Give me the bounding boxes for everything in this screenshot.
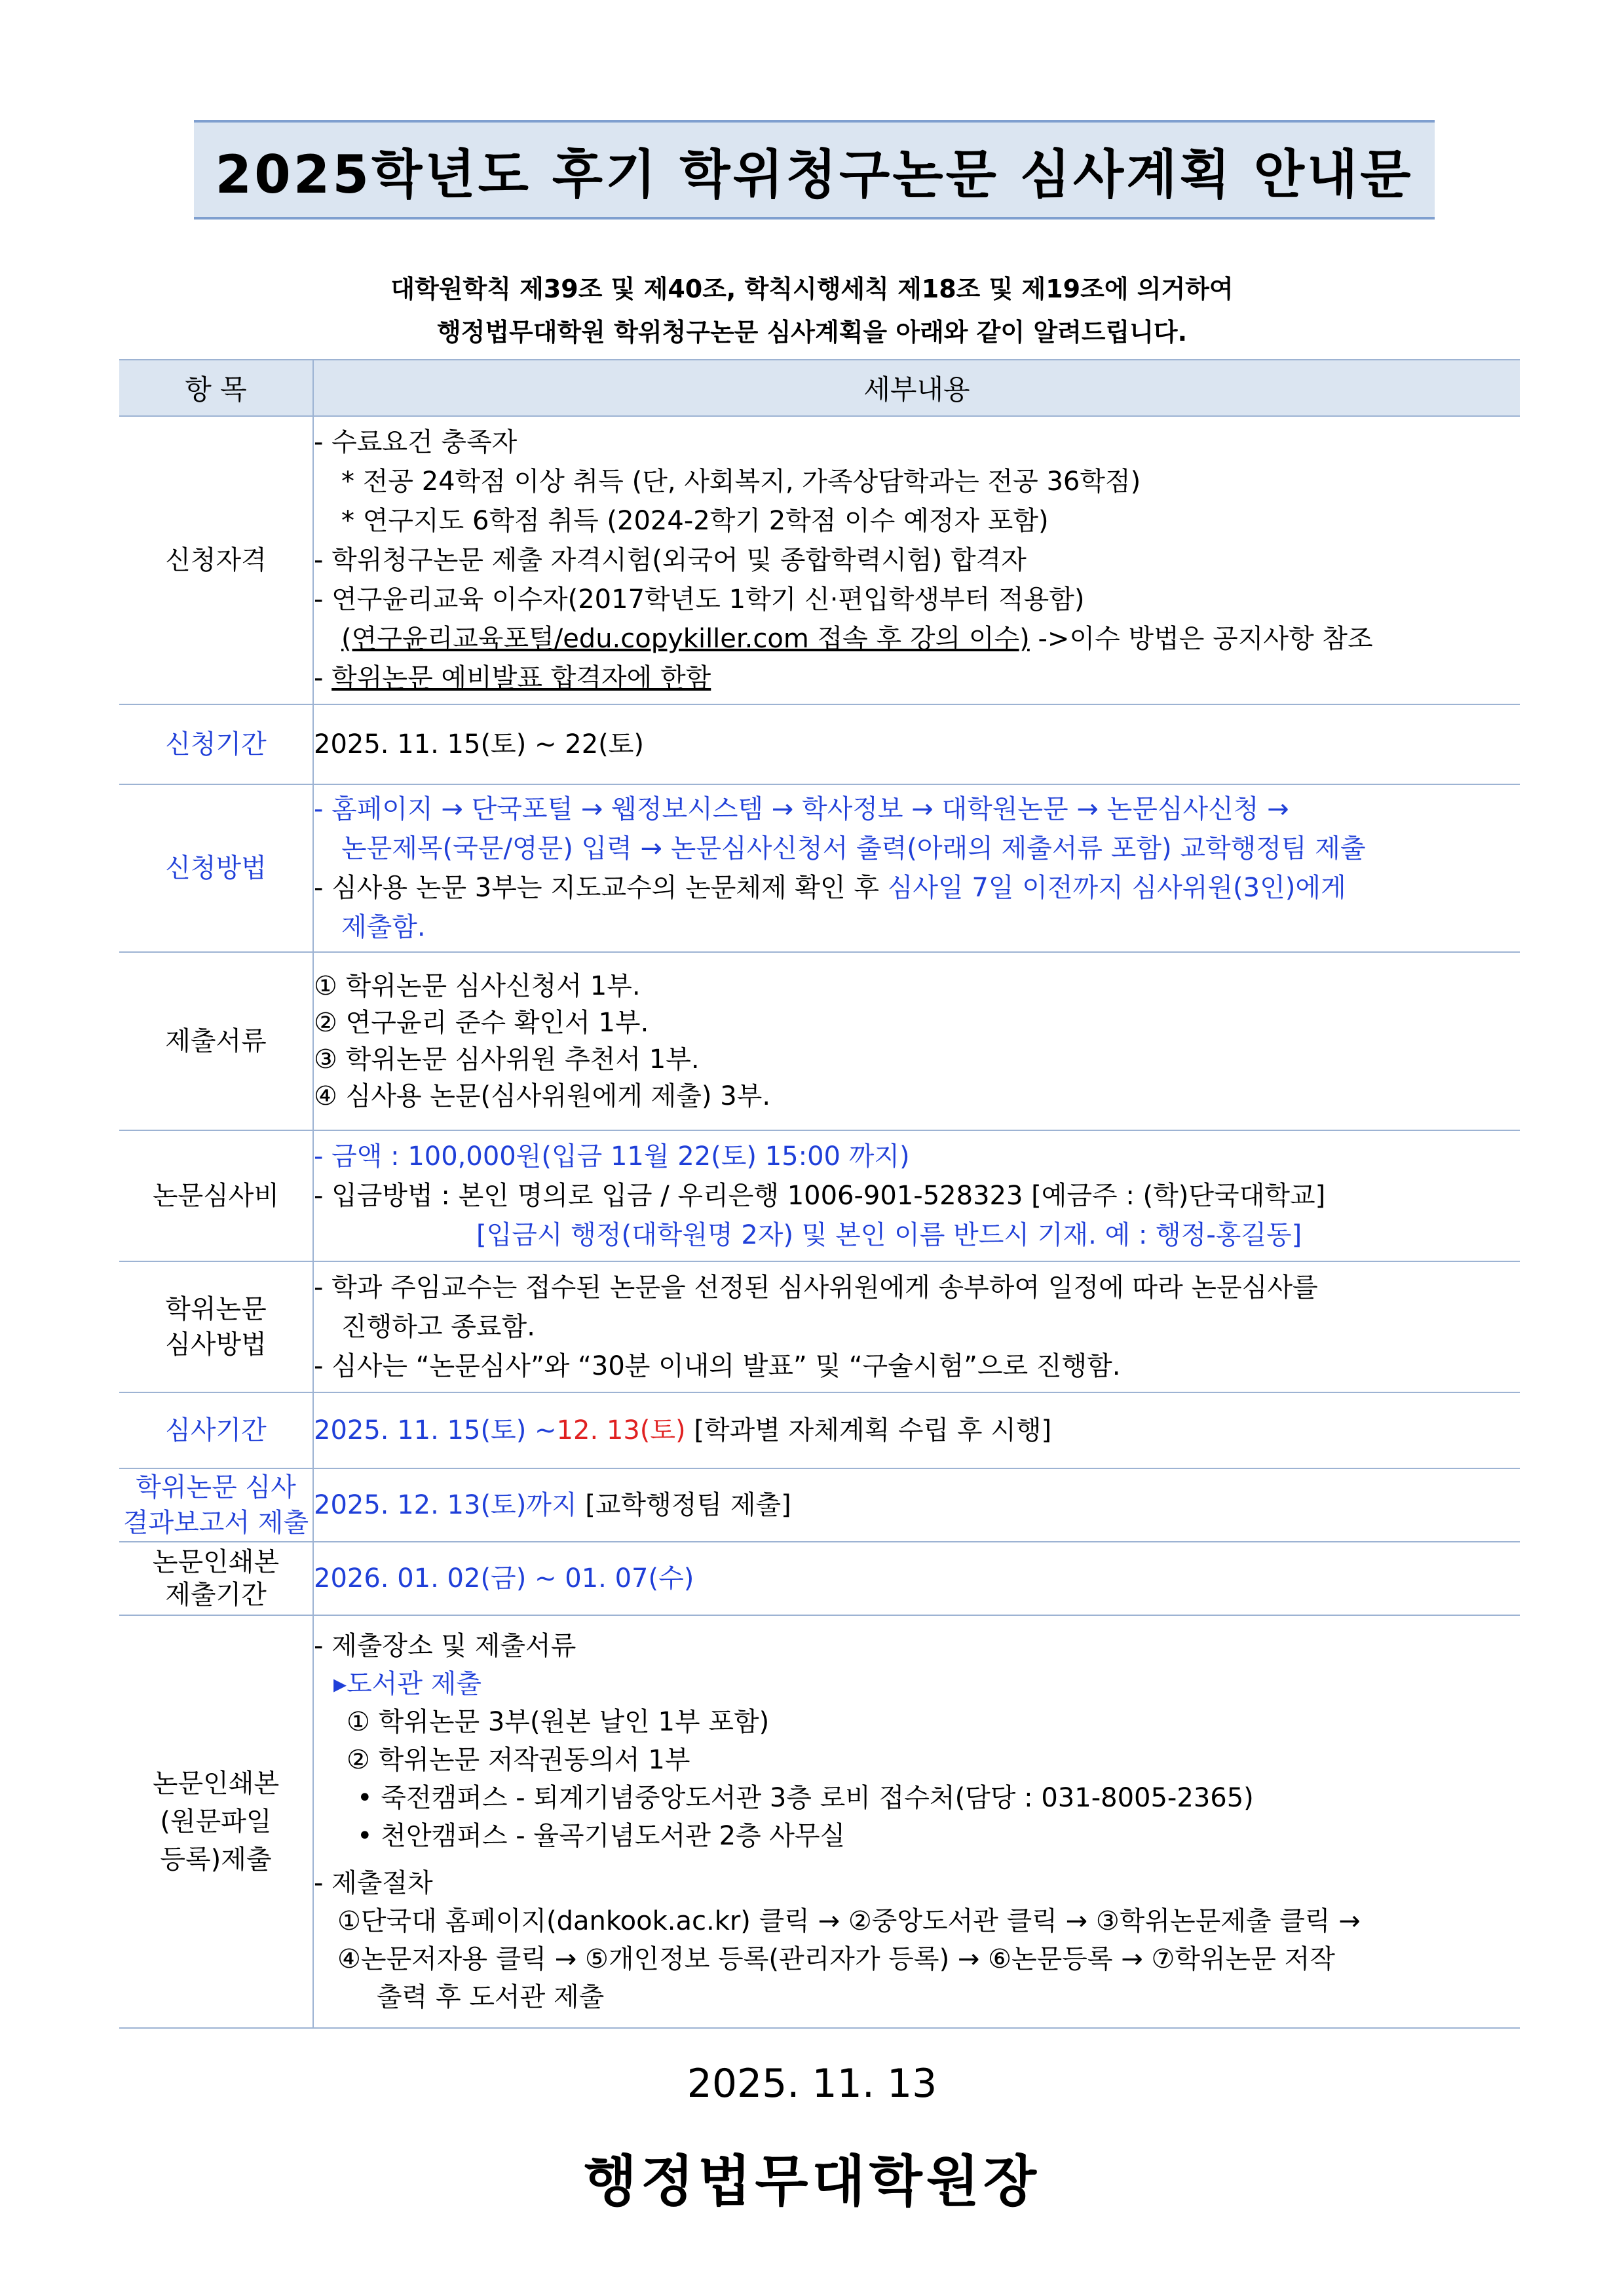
content-fee	[313, 1130, 1520, 1261]
campus-item: • 죽전캠퍼스 - 퇴계기념중앙도서관 3층 로비 접수처(담당 : 031-8005-2365)	[357, 1783, 1254, 1813]
label-print-period	[119, 1542, 313, 1615]
document-item: ③ 학위논문 심사위원 추천서 1부.	[314, 1044, 700, 1075]
label-fee: 논문심사비	[119, 1130, 313, 1261]
content-review-method	[313, 1261, 1520, 1392]
label-review-method	[119, 1261, 313, 1392]
label-period: 신청기간	[119, 704, 313, 784]
method-line	[314, 868, 1520, 908]
fee-note: [입금시 행정(대학원명 2자) 및 본인 이름 반드시 기재. 예 : 행정-홍길동]	[476, 1220, 1302, 1250]
label-method: 신청방법	[119, 784, 313, 952]
label-documents: 제출서류	[119, 952, 313, 1130]
label-print-submit	[119, 1615, 313, 2028]
review-method-line: - 학과 주임교수는 접수된 논문을 선정된 심사위원에게 송부하여 일정에 따라 논문심사를	[314, 1272, 1318, 1303]
row-review-period	[119, 1392, 1520, 1468]
label-line: 심사방법	[165, 1330, 267, 1360]
print-submit-line: ① 학위논문 3부(원본 날인 1부 포함)	[347, 1707, 770, 1737]
content-period: 2025. 11. 15(토) ~ 22(토)	[313, 704, 1520, 784]
content-print-period: 2026. 01. 02(금) ~ 01. 07(수)	[313, 1542, 1520, 1615]
row-method	[119, 784, 1520, 952]
campus-item: • 천안캠퍼스 - 율곡기념도서관 2층 사무실	[357, 1821, 846, 1851]
content-documents	[313, 952, 1520, 1130]
label-line: 제출기간	[165, 1580, 267, 1610]
method-deadline: 심사일 7일 이전까지 심사위원(3인)에게	[887, 873, 1346, 903]
fee-payment-method: - 입금방법 : 본인 명의로 입금 / 우리은행 1006-901-528323 [예금주 : (학)단국대학교]	[314, 1181, 1326, 1211]
fee-amount: - 금액 : 100,000원(입금 11월 22(토) 15:00 까지)	[314, 1141, 910, 1172]
result-deadline: 2025. 12. 13(토)까지	[314, 1490, 577, 1520]
label-line: 학위논문 심사	[136, 1472, 296, 1502]
review-start: 2025. 11. 15(토) ~	[314, 1415, 557, 1445]
document-item: ④ 심사용 논문(심사위원에게 제출) 3부.	[314, 1081, 771, 1111]
label-line: 논문인쇄본	[152, 1769, 280, 1799]
issue-date: 2025. 11. 13	[687, 2061, 937, 2107]
label-result-report	[119, 1468, 313, 1542]
row-print-period	[119, 1542, 1520, 1615]
qualification-line: * 전공 24학점 이상 취득 (단, 사회복지, 가족상담학과는 전공 36학점)	[341, 467, 1141, 497]
qualification-line: - 연구윤리교육 이수자(2017학년도 1학기 신·편입학생부터 적용함)	[314, 584, 1085, 615]
review-end: 12. 13(토)	[556, 1415, 686, 1445]
notice-reference: ->이수 방법은 공지사항 참조	[1029, 624, 1373, 654]
row-period	[119, 704, 1520, 784]
preliminary-pass-text: 학위논문 예비발표 합격자에 한함	[331, 663, 711, 693]
row-documents	[119, 952, 1520, 1130]
header-item: 항 목	[119, 360, 313, 416]
print-submit-line: ② 학위논문 저작권동의서 1부	[347, 1745, 690, 1775]
document-item: ① 학위논문 심사신청서 1부.	[314, 971, 641, 1001]
table-header-row	[119, 360, 1520, 416]
intro-text	[131, 267, 1493, 354]
qualification-line: * 연구지도 6학점 취득 (2024-2학기 2학점 이수 예정자 포함)	[341, 506, 1049, 536]
row-qualification	[119, 416, 1520, 704]
procedure-line: 출력 후 도서관 제출	[377, 1982, 605, 2012]
qualification-line	[314, 619, 1520, 659]
row-fee	[119, 1130, 1520, 1261]
review-method-line: - 심사는 “논문심사”와 “30분 이내의 발표” 및 “구술시험”으로 진행함.	[314, 1351, 1121, 1381]
review-note: [학과별 자체계획 수립 후 시행]	[685, 1415, 1052, 1445]
dash: -	[314, 663, 332, 693]
intro-line: 대학원학칙 제39조 및 제40조, 학칙시행세칙 제18조 및 제19조에 의거하여	[390, 275, 1234, 303]
label-line: 결과보고서 제출	[123, 1508, 309, 1538]
title-box	[194, 120, 1435, 220]
method-text: - 심사용 논문 3부는 지도교수의 논문체제 확인 후	[314, 873, 888, 903]
procedure-line: ①단국대 홈페이지(dankook.ac.kr) 클릭 → ②중앙도서관 클릭 → ③학위논문제출 클릭 →	[337, 1906, 1361, 1936]
procedure-line: ④논문저자용 클릭 → ⑤개인정보 등록(관리자가 등록) → ⑥논문등록 → ⑦학위논문 저작	[337, 1944, 1335, 1974]
label-line: 등록)제출	[160, 1845, 272, 1875]
review-method-line: 진행하고 종료함.	[341, 1312, 535, 1342]
print-submit-line: - 제출절차	[314, 1868, 433, 1898]
document-item: ② 연구윤리 준수 확인서 1부.	[314, 1008, 649, 1038]
row-print-submit	[119, 1615, 1520, 2028]
method-line: 논문제목(국문/영문) 입력 → 논문심사신청서 출력(아래의 제출서류 포함) 교학행정팀 제출	[341, 833, 1366, 864]
content-qualification	[313, 416, 1520, 704]
qualification-line: - 학위청구논문 제출 자격시험(외국어 및 종합학력시험) 합격자	[314, 545, 1027, 575]
label-qualification: 신청자격	[119, 416, 313, 704]
header-details: 세부내용	[313, 360, 1520, 416]
content-print-submit	[313, 1615, 1520, 2028]
qualification-line	[314, 659, 1520, 698]
ethics-portal-link-text: (연구윤리교육포털/edu.copykiller.com 접속 후 강의 이수)	[341, 624, 1030, 654]
qualification-line: - 수료요건 충족자	[314, 427, 518, 457]
method-line: 제출함.	[341, 912, 426, 942]
signature: 행정법무대학원장	[583, 2149, 1041, 2213]
content-method	[313, 784, 1520, 952]
page-title: 2025학년도 후기 학위청구논문 심사계획 안내문	[215, 144, 1414, 205]
label-review-period: 심사기간	[119, 1392, 313, 1468]
label-line: 학위논문	[165, 1294, 267, 1324]
label-line: (원문파일	[160, 1807, 272, 1837]
content-review-period	[313, 1392, 1520, 1468]
library-submit-heading: ▸도서관 제출	[333, 1669, 482, 1699]
print-submit-line: - 제출장소 및 제출서류	[314, 1631, 576, 1661]
label-line: 논문인쇄본	[152, 1547, 280, 1577]
method-line: - 홈페이지 → 단국포털 → 웹정보시스템 → 학사정보 → 대학원논문 → 논문심사신청 →	[314, 794, 1289, 824]
intro-line: 행정법무대학원 학위청구논문 심사계획을 아래와 같이 알려드립니다.	[436, 318, 1188, 347]
result-note: [교학행정팀 제출]	[576, 1490, 791, 1520]
schedule-table	[119, 359, 1520, 2029]
row-result-report	[119, 1468, 1520, 1542]
content-result-report	[313, 1468, 1520, 1542]
row-review-method	[119, 1261, 1520, 1392]
